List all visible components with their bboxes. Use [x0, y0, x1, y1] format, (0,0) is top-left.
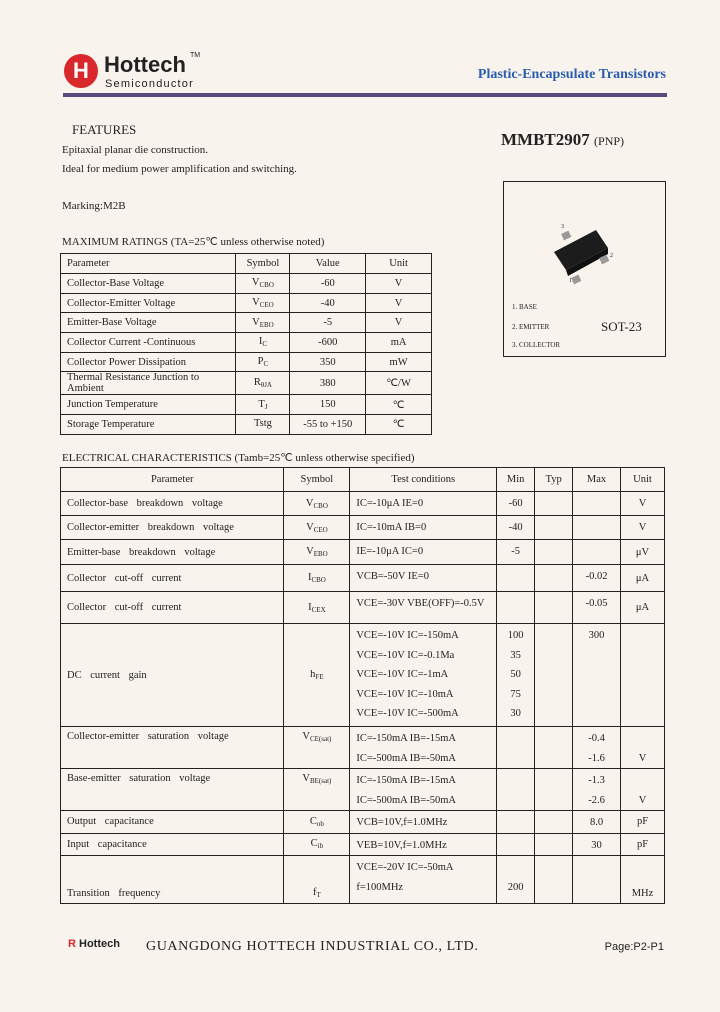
- symbol-subscript: θJA: [260, 381, 272, 390]
- max-value: -1.3: [588, 775, 605, 786]
- table-row: [61, 624, 665, 727]
- cond-cell: [350, 624, 497, 727]
- max-value: [576, 646, 617, 666]
- unit-cell: pF: [621, 811, 665, 834]
- features-heading: FEATURES: [72, 122, 137, 137]
- unit-cell: MHz: [621, 856, 665, 904]
- cond-value: IC=-10mA IB=0: [356, 522, 427, 533]
- table-row: [61, 395, 432, 415]
- max-value: -0.4: [588, 733, 605, 744]
- value-cell: -60: [290, 274, 366, 294]
- max-value: [576, 878, 617, 898]
- min-value: 75: [510, 688, 521, 700]
- symbol-subscript: CBO: [311, 576, 326, 584]
- max-value: [576, 665, 617, 685]
- typ-cell: [535, 811, 573, 834]
- marking: Marking:M2B: [62, 200, 126, 212]
- symbol-cell: [284, 833, 350, 856]
- typ-cell: [535, 769, 573, 811]
- unit-cell: mW: [366, 352, 432, 372]
- unit-cell: ℃: [366, 415, 432, 435]
- symbol-subscript: FE: [315, 673, 324, 681]
- unit-cell: V: [366, 313, 432, 333]
- value-cell: -40: [290, 293, 366, 313]
- parameter-cell: Collector Current -Continuous: [61, 333, 236, 353]
- cond-cell: [350, 592, 497, 624]
- symbol: I: [307, 572, 312, 583]
- table-row: [61, 811, 665, 834]
- symbol-cell: [284, 727, 350, 769]
- value-cell: 150: [290, 395, 366, 415]
- parameter-cell: Collector-emitter breakdown voltage: [61, 516, 284, 540]
- parameter-cell: Collector-Emitter Voltage: [61, 293, 236, 313]
- typ-cell: [535, 565, 573, 592]
- package-diagram: [503, 181, 666, 357]
- min-cell: [497, 492, 535, 516]
- min-cell: [497, 727, 535, 769]
- symbol: V: [305, 497, 314, 509]
- part-type: (PNP): [594, 134, 625, 148]
- max-value: [576, 704, 617, 724]
- symbol-subscript: EBO: [259, 320, 274, 329]
- parameter-cell: Storage Temperature: [61, 415, 236, 435]
- unit-cell: V: [621, 492, 665, 516]
- table-row: [61, 516, 665, 540]
- symbol-cell: [284, 811, 350, 834]
- typ-cell: [535, 516, 573, 540]
- table-row: [61, 352, 432, 372]
- table-header-row: [61, 254, 432, 274]
- symbol-cell: [236, 313, 290, 333]
- parameter-cell: Thermal Resistance Junction to Ambient: [61, 372, 236, 395]
- symbol-subscript: BE(sat): [309, 777, 332, 785]
- max-value: -0.05: [585, 598, 608, 609]
- cond-value: VCE=-30V VBE(OFF)=-0.5V: [356, 598, 485, 609]
- symbol-cell: [236, 415, 290, 435]
- symbol-subscript: ib: [317, 842, 324, 851]
- symbol-subscript: CBO: [313, 501, 328, 510]
- symbol-subscript: EBO: [313, 550, 328, 558]
- feature-line: Epitaxial planar die construction.: [62, 144, 209, 156]
- symbol-subscript: T: [316, 891, 321, 899]
- company-name: GUANGDONG HOTTECH INDUSTRIAL CO., LTD.: [146, 939, 479, 954]
- cond-value: VCE=-10V IC=-150mA: [356, 630, 459, 641]
- min-value: [500, 567, 531, 587]
- cond-value: VCB=-50V IE=0: [356, 571, 429, 582]
- pin-description: 1. BASE: [512, 303, 537, 311]
- column-header: Symbol: [236, 254, 290, 274]
- symbol: P: [257, 356, 264, 368]
- column-header: Parameter: [61, 254, 236, 274]
- page-number: Page:P2-P1: [604, 941, 664, 953]
- symbol-subscript: C: [262, 340, 267, 349]
- symbol-subscript: C: [263, 360, 269, 369]
- column-header: Symbol: [284, 468, 350, 492]
- table-row: [61, 313, 432, 333]
- cond-value: IC=-500mA IB=-50mA: [356, 794, 456, 806]
- table-row: [61, 333, 432, 353]
- min-value: -60: [508, 498, 523, 509]
- pin-label: 1: [569, 278, 572, 284]
- parameter-cell: Collector-emitter saturation voltage: [61, 727, 284, 769]
- parameter-cell: Emitter-Base Voltage: [61, 313, 236, 333]
- max-cell: [573, 540, 621, 565]
- max-value: 30: [591, 839, 602, 851]
- table-row: [61, 540, 665, 565]
- min-value: [500, 813, 531, 833]
- min-cell: [497, 516, 535, 540]
- max-cell: [573, 727, 621, 769]
- header-divider: [63, 93, 667, 97]
- parameter-cell: Junction Temperature: [61, 395, 236, 415]
- max-ratings-title: MAXIMUM RATINGS (TA=25℃ unless otherwise noted): [62, 236, 325, 248]
- symbol-cell: [236, 372, 290, 395]
- cond-value: IC=-150mA IB=-15mA: [356, 733, 456, 744]
- symbol: R: [253, 377, 261, 389]
- column-header: Typ: [535, 468, 573, 492]
- cond-value: VCE=-10V IC=-0.1Ma: [356, 649, 455, 661]
- symbol-cell: [284, 492, 350, 516]
- unit-cell: V: [621, 516, 665, 540]
- symbol-cell: [284, 856, 350, 904]
- column-header: Min: [497, 468, 535, 492]
- pin-label: 3: [561, 224, 564, 230]
- cond-value: VCE=-10V IC=-1mA: [356, 669, 449, 680]
- parameter-cell: Collector cut-off current: [61, 592, 284, 624]
- unit-cell: V: [366, 293, 432, 313]
- package-name: SOT-23: [601, 319, 642, 334]
- cond-cell: [350, 540, 497, 565]
- min-value: [500, 729, 531, 749]
- symbol-subscript: CEX: [311, 605, 326, 614]
- min-value: [500, 749, 531, 769]
- column-header: Max: [573, 468, 621, 492]
- min-value: 30: [510, 708, 521, 719]
- symbol: f: [313, 887, 317, 898]
- table-row: [61, 565, 665, 592]
- symbol-subscript: CE(sat): [309, 735, 332, 743]
- cond-value: IC=-150mA IB=-15mA: [356, 775, 456, 786]
- max-cell: [573, 811, 621, 834]
- table-row: [61, 372, 432, 395]
- min-cell: [497, 833, 535, 856]
- cond-value: VCE=-10V IC=-10mA: [356, 688, 454, 700]
- min-cell: [497, 592, 535, 624]
- trademark: TM: [190, 52, 201, 59]
- symbol-cell: [236, 293, 290, 313]
- sot23-package-icon: [504, 212, 665, 312]
- cond-cell: [350, 565, 497, 592]
- table-row: [61, 293, 432, 313]
- symbol-cell: [284, 565, 350, 592]
- unit-cell: mA: [366, 333, 432, 353]
- table-row: [61, 274, 432, 294]
- symbol: V: [306, 546, 314, 557]
- parameter-cell: Emitter-base breakdown voltage: [61, 540, 284, 565]
- table-row: [61, 415, 432, 435]
- cond-cell: [350, 492, 497, 516]
- max-cell: [573, 492, 621, 516]
- max-cell: [573, 833, 621, 856]
- symbol-cell: [284, 624, 350, 727]
- min-value: 35: [510, 649, 521, 661]
- feature-line: Ideal for medium power amplification and switching.: [62, 163, 297, 175]
- table-row: [61, 833, 665, 856]
- symbol: I: [308, 601, 312, 613]
- unit-cell: ℃/W: [366, 372, 432, 395]
- cond-value: IC=-500mA IB=-50mA: [356, 752, 456, 764]
- typ-cell: [535, 540, 573, 565]
- cond-value: VCE=-10V IC=-500mA: [356, 708, 459, 719]
- min-value: [500, 836, 531, 856]
- typ-cell: [535, 833, 573, 856]
- value-cell: -55 to +150: [290, 415, 366, 435]
- table-row: [61, 492, 665, 516]
- parameter-cell: Base-emitter saturation voltage: [61, 769, 284, 811]
- min-value: [500, 791, 531, 811]
- symbol-cell: [236, 395, 290, 415]
- symbol-cell: [236, 333, 290, 353]
- symbol-cell: [236, 352, 290, 372]
- electrical-table: [60, 467, 665, 904]
- electrical-title: ELECTRICAL CHARACTERISTICS (Tamb=25℃ unless otherwise specified): [62, 452, 415, 464]
- cond-value: IC=-10μA IE=0: [356, 498, 424, 509]
- symbol: V: [306, 521, 314, 533]
- value-cell: -600: [290, 333, 366, 353]
- symbol: V: [302, 731, 310, 742]
- column-header: Parameter: [61, 468, 284, 492]
- max-cell: [573, 856, 621, 904]
- symbol: V: [252, 297, 260, 309]
- max-value: [576, 685, 617, 705]
- unit-cell: μA: [621, 592, 665, 624]
- footer-logo: [68, 938, 120, 950]
- symbol-cell: [236, 274, 290, 294]
- min-cell: [497, 811, 535, 834]
- value-cell: -5: [290, 313, 366, 333]
- part-number: [501, 130, 624, 150]
- footer-logo-text: Hottech: [79, 938, 120, 950]
- unit-cell: ℃: [366, 395, 432, 415]
- cond-value: VCE=-20V IC=-50mA: [356, 862, 454, 873]
- cond-cell: [350, 833, 497, 856]
- value-cell: 380: [290, 372, 366, 395]
- symbol: V: [302, 773, 310, 784]
- max-value: [576, 518, 617, 538]
- brand-name: Hottech: [104, 52, 186, 77]
- parameter-cell: Collector-base breakdown voltage: [61, 492, 284, 516]
- min-cell: [497, 565, 535, 592]
- min-value: 50: [510, 669, 521, 680]
- column-header: Value: [290, 254, 366, 274]
- min-value: [500, 858, 531, 878]
- symbol: I: [258, 336, 263, 348]
- pin-description: 2. EMITTER: [512, 323, 550, 331]
- min-value: [500, 771, 531, 791]
- parameter-cell: DC current gain: [61, 624, 284, 727]
- max-cell: [573, 592, 621, 624]
- symbol: V: [251, 277, 260, 289]
- parameter-cell: Transition frequency: [61, 856, 284, 904]
- column-header: Unit: [366, 254, 432, 274]
- typ-cell: [535, 856, 573, 904]
- typ-cell: [535, 727, 573, 769]
- symbol: V: [252, 316, 260, 328]
- max-value: -0.02: [585, 571, 608, 582]
- pin-description: 3. COLLECTOR: [512, 341, 561, 349]
- table-header-row: [61, 468, 665, 492]
- max-cell: [573, 624, 621, 727]
- symbol-cell: [284, 592, 350, 624]
- column-header: Test conditions: [350, 468, 497, 492]
- symbol-cell: [284, 540, 350, 565]
- table-row: [61, 856, 665, 904]
- parameter-cell: Collector-Base Voltage: [61, 274, 236, 294]
- min-value: -5: [511, 546, 521, 557]
- cond-value: VCB=10V,f=1.0MHz: [356, 817, 448, 828]
- cond-cell: [350, 856, 497, 904]
- symbol-cell: [284, 516, 350, 540]
- min-value: -40: [508, 522, 523, 533]
- cond-cell: [350, 516, 497, 540]
- parameter-cell: Output capacitance: [61, 811, 284, 834]
- table-row: [61, 727, 665, 769]
- typ-cell: [535, 592, 573, 624]
- brand-subtitle: Semiconductor: [105, 78, 194, 90]
- symbol-subscript: CEO: [259, 301, 274, 310]
- symbol-cell: [284, 769, 350, 811]
- unit-cell: V: [621, 769, 665, 811]
- cond-value: IE=-10μA IC=0: [356, 546, 424, 557]
- max-value: [576, 858, 617, 878]
- min-value: 100: [507, 630, 524, 641]
- max-value: [576, 494, 617, 514]
- table-row: [61, 592, 665, 624]
- max-cell: [573, 516, 621, 540]
- min-cell: [497, 624, 535, 727]
- typ-cell: [535, 624, 573, 727]
- symbol: h: [310, 669, 316, 680]
- min-value: [500, 594, 531, 614]
- symbol: T: [258, 398, 265, 410]
- symbol-subscript: CEO: [313, 525, 328, 534]
- value-cell: 350: [290, 352, 366, 372]
- parameter-cell: Collector Power Dissipation: [61, 352, 236, 372]
- unit-cell: V: [366, 274, 432, 294]
- min-cell: [497, 769, 535, 811]
- min-cell: [497, 540, 535, 565]
- cond-value: f=100MHz: [356, 881, 404, 893]
- company-logo-icon: H: [64, 54, 98, 88]
- cond-cell: [350, 811, 497, 834]
- max-cell: [573, 769, 621, 811]
- symbol: C: [309, 815, 317, 827]
- symbol: Tstg: [253, 418, 272, 430]
- typ-cell: [535, 492, 573, 516]
- column-header: Unit: [621, 468, 665, 492]
- cond-cell: [350, 727, 497, 769]
- document-title: Plastic-Encapsulate Transistors: [477, 67, 666, 82]
- footer-logo-icon: R: [68, 938, 76, 950]
- unit-cell: [621, 624, 665, 727]
- cond-cell: [350, 769, 497, 811]
- cond-value: VEB=10V,f=1.0MHz: [356, 839, 447, 851]
- max-value: -1.6: [588, 752, 605, 764]
- unit-cell: μV: [621, 540, 665, 565]
- parameter-cell: Input capacitance: [61, 833, 284, 856]
- part-number-text: MMBT2907: [501, 130, 590, 149]
- max-value: [576, 542, 617, 562]
- min-cell: [497, 856, 535, 904]
- unit-cell: μA: [621, 565, 665, 592]
- parameter-cell: Collector cut-off current: [61, 565, 284, 592]
- max-ratings-table: [60, 253, 432, 435]
- symbol-subscript: ob: [316, 819, 324, 828]
- max-value: -2.6: [588, 794, 605, 806]
- min-value: 200: [507, 881, 524, 893]
- max-value: 300: [588, 630, 605, 641]
- pin-label: 2: [610, 253, 613, 259]
- table-row: [61, 769, 665, 811]
- max-cell: [573, 565, 621, 592]
- unit-cell: V: [621, 727, 665, 769]
- symbol: C: [310, 838, 318, 850]
- max-value: 8.0: [589, 817, 604, 828]
- symbol-subscript: J: [264, 402, 268, 411]
- unit-cell: pF: [621, 833, 665, 856]
- symbol-subscript: CBO: [259, 281, 274, 290]
